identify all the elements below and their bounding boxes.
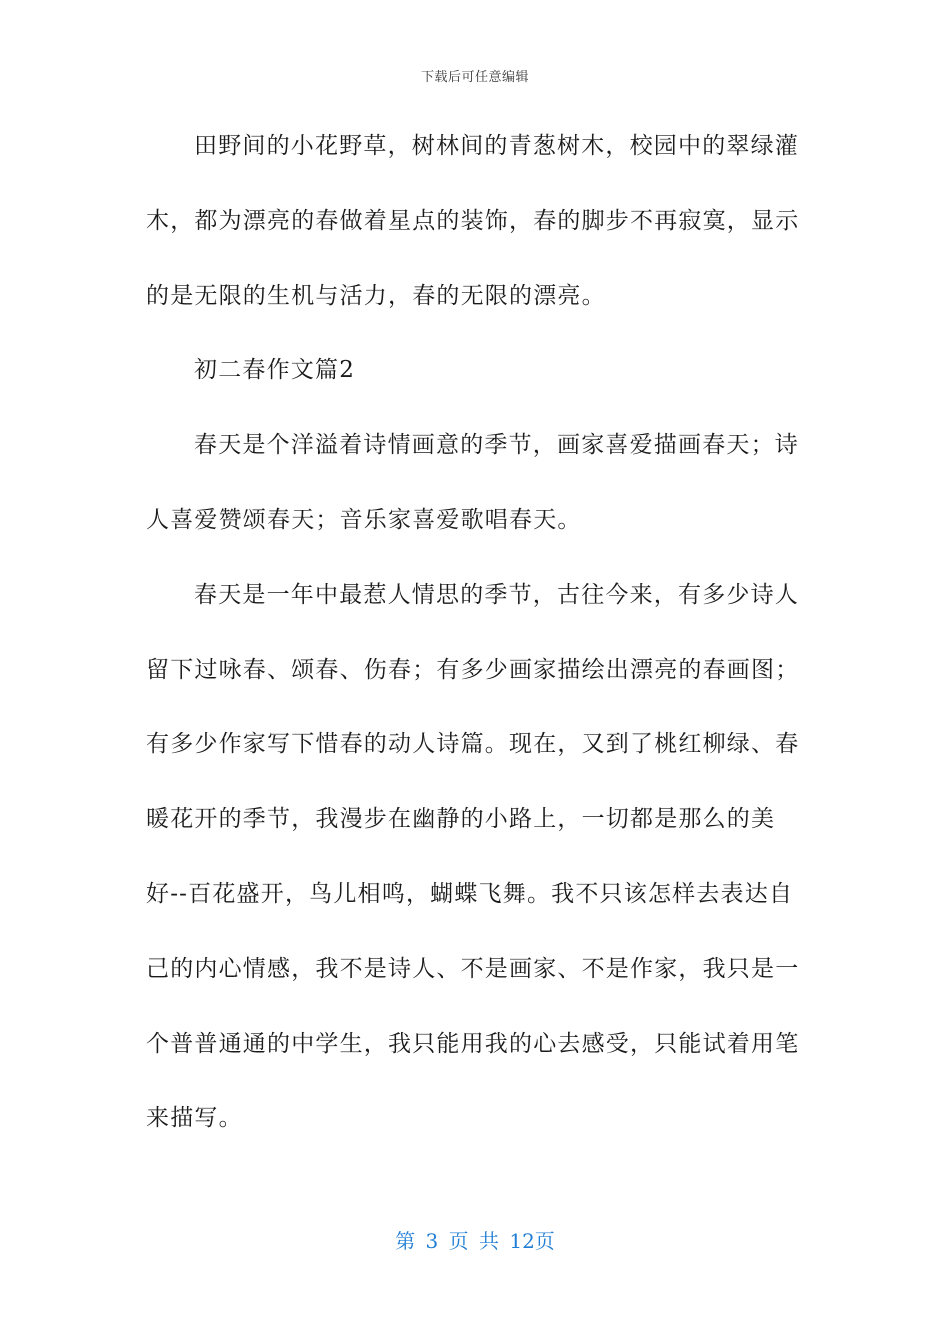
para3-line-2: 留下过咏春、颂春、伤春；有多少画家描绘出漂亮的春画图；: [146, 657, 800, 683]
para2-line-1: 春天是个洋溢着诗情画意的季节，画家喜爱描画春天；诗: [194, 432, 799, 458]
para3-line-6: 己的内心情感，我不是诗人、不是画家、不是作家，我只是一: [146, 956, 800, 982]
page-header-note: 下载后可任意编辑: [420, 70, 529, 85]
para3-line-3: 有多少作家写下惜春的动人诗篇。现在，又到了桃红柳绿、春: [146, 731, 800, 757]
para3-line-5: 好--百花盛开，鸟儿相鸣，蝴蝶飞舞。我不只该怎样去表达自: [146, 881, 794, 907]
para3-line-7: 个普普通通的中学生，我只能用我的心去感受，只能试着用笔: [146, 1031, 800, 1057]
para3-line-8: 来描写。: [146, 1105, 243, 1131]
page-number-footer: 第 3 页 共 12页: [395, 1229, 555, 1253]
section-heading: 初二春作文篇2: [194, 357, 356, 383]
para1-line-2: 木，都为漂亮的春做着星点的装饰，春的脚步不再寂寞，显示: [146, 208, 800, 234]
para2-line-2: 人喜爱赞颂春天；音乐家喜爱歌唱春天。: [146, 507, 582, 533]
para1-line-3: 的是无限的生机与活力，春的无限的漂亮。: [146, 283, 606, 309]
para3-line-1: 春天是一年中最惹人情思的季节，古往今来，有多少诗人: [194, 582, 799, 608]
para1-line-1: 田野间的小花野草，树林间的青葱树木，校园中的翠绿灌: [194, 133, 799, 159]
para3-line-4: 暖花开的季节，我漫步在幽静的小路上，一切都是那么的美: [146, 806, 776, 832]
